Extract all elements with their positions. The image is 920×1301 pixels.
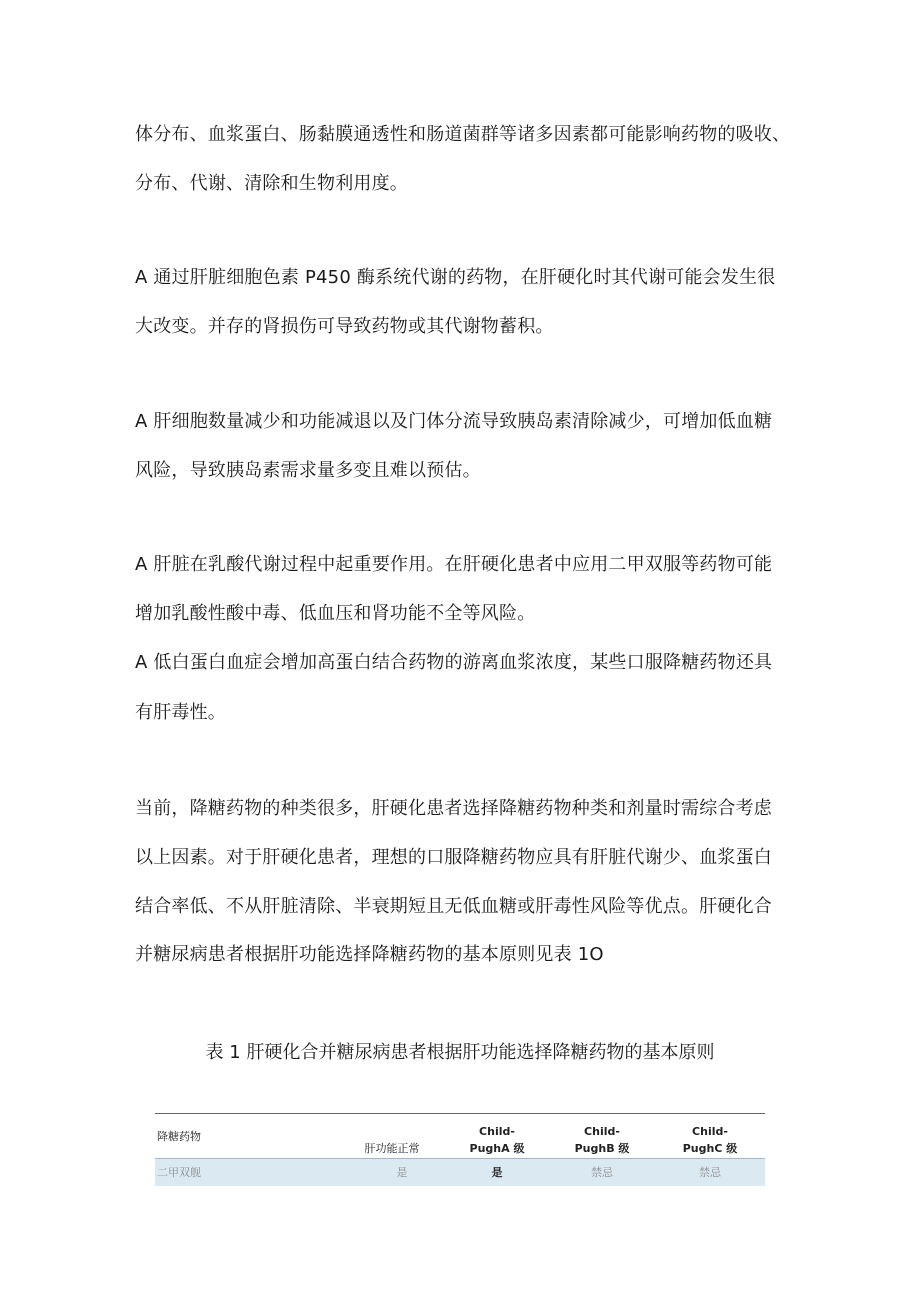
paragraph-line: 风险，导致胰岛素需求量多变且难以预估。 xyxy=(135,460,481,481)
paragraph-line: 有肝毒性。 xyxy=(135,702,226,723)
paragraph-line: A 通过肝脏细胞色素 P450 酶系统代谢的药物，在肝硬化时其代谢可能会发生很 xyxy=(135,267,776,288)
drug-table xyxy=(155,1113,765,1186)
header-drug: 降糖药物 xyxy=(157,1130,201,1143)
header-child-a-label: PughA 级 xyxy=(469,1142,525,1155)
header-child-c-label: PughC 级 xyxy=(682,1142,738,1155)
paragraph-line: A 肝细胞数量减少和功能减退以及门体分流导致胰岛素清除减少，可增加低血糖 xyxy=(135,411,773,432)
header-child-b-top: Child- xyxy=(584,1125,620,1138)
header-child-a-bottom xyxy=(447,1142,547,1156)
row-child-b: 禁忌 xyxy=(591,1166,613,1179)
paragraph-line: A 肝脏在乳酸代谢过程中起重要作用。在肝硬化患者中应用二甲双服等药物可能 xyxy=(135,554,773,575)
paragraph-line: 体分布、血浆蛋白、肠黏膜通透性和肠道菌群等诸多因素都可能影响药物的吸收、 xyxy=(135,124,791,145)
paragraph-line: 当前，降糖药物的种类很多，肝硬化患者选择降糖药物种类和剂量时需综合考虑 xyxy=(135,798,772,819)
paragraph-line: 分布、代谢、清除和生物利用度。 xyxy=(135,173,408,194)
row-child-a: 是 xyxy=(491,1166,503,1179)
header-child-b-bottom xyxy=(552,1142,652,1156)
paragraph-line: 并糖尿病患者根据肝功能选择降糖药物的基本原则见表 1O xyxy=(135,944,604,965)
row-drug: 二甲双舰 xyxy=(157,1166,201,1179)
header-child-c-top: Child- xyxy=(692,1125,728,1138)
paragraph-line: 结合率低、不从肝脏清除、半衰期短且无低血糖或肝毒性风险等优点。肝硬化合 xyxy=(135,896,772,917)
paragraph-line: A 低白蛋白血症会增加高蛋白结合药物的游离血浆浓度，某些口服降糖药物还具 xyxy=(135,652,773,673)
table-row xyxy=(155,1158,765,1186)
paragraph-line: 增加乳酸性酸中毒、低血压和肾功能不全等风险。 xyxy=(135,603,536,624)
header-normal: 肝功能正常 xyxy=(364,1142,420,1155)
table-caption: 表 1 肝硬化合并糖尿病患者根据肝功能选择降糖药物的基本原则 xyxy=(205,1042,715,1063)
header-child-b-label: PughB 级 xyxy=(574,1142,630,1155)
table-header xyxy=(155,1114,765,1158)
row-normal: 是 xyxy=(396,1166,408,1179)
row-child-c: 禁忌 xyxy=(699,1166,721,1179)
paragraph-line: 大改变。并存的肾损伤可导致药物或其代谢物蓄积。 xyxy=(135,316,554,337)
header-child-c-bottom xyxy=(660,1142,760,1156)
header-child-a-top: Child- xyxy=(479,1125,515,1138)
paragraph-line: 以上因素。对于肝硬化患者，理想的口服降糖药物应具有肝脏代谢少、血浆蛋白 xyxy=(135,847,772,868)
